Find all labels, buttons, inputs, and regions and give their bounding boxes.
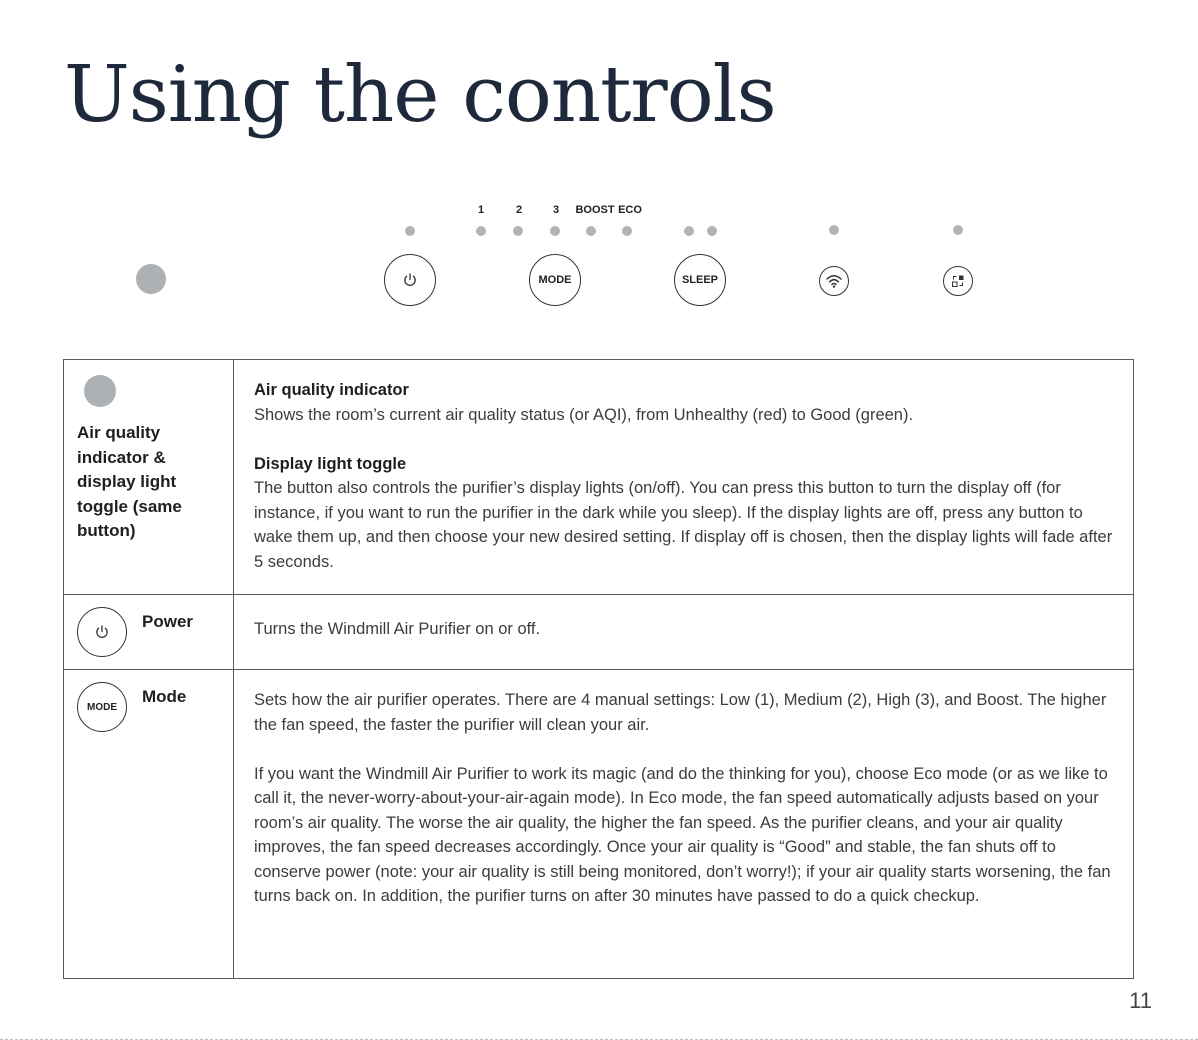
section-text: If you want the Windmill Air Purifier to work its magic (and do the thinking for you), choose Eco mode (or as we like to call it, the never-worry-about-your-air-again mode). In Eco mode, the fan speed automatically adjusts based on your room’s air quality. The worse the air quality, the higher the fan speed. As the purifier cleans, and your air quality improves, the fan speed decreases accordingly. Once your air quality is “Good” and stable, the fan shuts off to conserve power (note: your air quality is still being monitored, don’t worry!); if your air quality starts worsening, the fan turns back on. In addition, the purifier turns on after 30 minutes have passed to do a quick checkup. [254, 764, 1111, 905]
speed-2-dot [513, 226, 523, 236]
speed-2-label: 2 [515, 204, 523, 216]
wifi-icon [825, 273, 843, 289]
sleep-dot-2 [707, 226, 717, 236]
speed-1-label: 1 [477, 204, 485, 216]
power-button-illustration [77, 607, 127, 657]
section-text: The button also controls the purifier’s display lights (on/off). You can press this button to turn the display off (for instance, if you want to run the purifier in the dark while you sleep). If the display lights are off, press any button to wake them up, and then choose your new desired setting. If display off is chosen, then the display lights will fade after 5 seconds. [254, 479, 1113, 571]
power-row-title: Power [142, 612, 194, 631]
pairing-indicator-dot [953, 225, 963, 235]
table-row [64, 670, 1134, 979]
control-panel-diagram [0, 190, 1198, 320]
section-heading: Air quality indicator [254, 381, 409, 399]
mode-button-illustration: MODE [77, 682, 127, 732]
aqi-indicator-dot [84, 375, 116, 407]
aqi-label-cell [64, 360, 234, 595]
section-text: Turns the Windmill Air Purifier on or off. [254, 620, 541, 638]
aqi-row-title: Air quality indicator & display light toggle (same button) [77, 423, 182, 540]
speed-3-dot [550, 226, 560, 236]
controls-table [63, 359, 1134, 979]
aqi-description-cell [234, 360, 1134, 595]
sleep-dot-1 [684, 226, 694, 236]
pairing-button[interactable] [943, 266, 973, 296]
page-number: 11 [1129, 988, 1152, 1013]
section-heading: Display light toggle [254, 454, 407, 473]
boost-label: BOOST [575, 204, 615, 216]
eco-label: ECO [618, 204, 642, 216]
power-indicator-dot [405, 226, 415, 236]
power-icon [402, 272, 418, 288]
mode-button[interactable]: MODE [529, 254, 581, 306]
wifi-indicator-dot [829, 225, 839, 235]
section-text: Sets how the air purifier operates. There are 4 manual settings: Low (1), Medium (2), High (3), and Boost. The higher the fan speed, the faster the purifier will clean your air. [254, 691, 1107, 734]
mode-label-cell [64, 670, 234, 979]
power-label-cell [64, 595, 234, 670]
power-description-cell [234, 595, 1134, 670]
wifi-button[interactable] [819, 266, 849, 296]
page-title: Using the controls [64, 50, 776, 140]
mode-row-title: Mode [142, 687, 187, 706]
speed-3-label: 3 [552, 204, 560, 216]
table-row [64, 360, 1134, 595]
section-text: Shows the room’s current air quality status (or AQI), from Unhealthy (red) to Good (green). [254, 405, 914, 424]
sleep-button[interactable]: SLEEP [674, 254, 726, 306]
power-icon [94, 624, 110, 640]
boost-dot [586, 226, 596, 236]
pairing-icon [950, 273, 966, 289]
speed-1-dot [476, 226, 486, 236]
table-row [64, 595, 1134, 670]
mode-description-cell [234, 670, 1134, 979]
eco-dot [622, 226, 632, 236]
power-button[interactable] [384, 254, 436, 306]
air-quality-indicator-button[interactable] [136, 264, 166, 294]
